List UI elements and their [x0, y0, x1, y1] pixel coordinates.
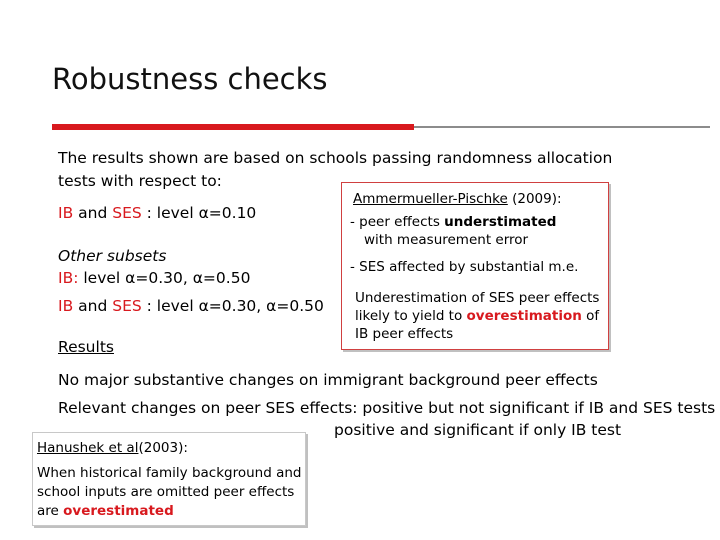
ib-label: IB: [58, 269, 79, 287]
and-text: and [73, 204, 113, 222]
box-line-4: Underestimation of SES peer effects [355, 290, 600, 306]
citation-year: (2009): [507, 191, 562, 207]
other-subsets-heading: Other subsets [58, 247, 167, 265]
box-line-2: with measurement error [364, 232, 529, 248]
intro-line-1: The results shown are based on schools passing randomness allocation [58, 149, 613, 167]
citation-heading [37, 439, 188, 458]
level-text: : level α=0.30, α=0.50 [141, 297, 324, 315]
box-line-2: school inputs are omitted peer effects [37, 484, 295, 500]
subset-row-3 [58, 297, 324, 315]
box-line-1: When historical family background and [37, 465, 302, 481]
overestimation-emphasis: overestimation [466, 308, 582, 324]
page-title: Robustness checks [52, 62, 328, 96]
citation-author: Hanushek et al [37, 440, 139, 456]
citation-author: Ammermueller-Pischke [353, 191, 508, 207]
level-text: level α=0.30, α=0.50 [78, 269, 251, 287]
citation-box-ammermueller [341, 182, 609, 350]
subset-row-1 [58, 204, 256, 222]
citation-heading [353, 190, 562, 209]
finding-line-2: Relevant changes on peer SES effects: positive but not significant if IB and SES tests [58, 399, 716, 417]
box-line-3: - SES affected by substantial m.e. [350, 259, 579, 275]
title-underline-gray [414, 126, 710, 128]
box-line-5: likely to yield to overestimation of [355, 308, 600, 324]
citation-year: (2003): [138, 440, 188, 456]
understimated-emphasis: understimated [444, 214, 557, 230]
intro-line-2: tests with respect to: [58, 172, 222, 190]
ses-label: SES [112, 297, 142, 315]
box-line-1: - peer effects understimated [350, 214, 557, 230]
ib-label: IB [58, 204, 74, 222]
title-underline-red [52, 124, 414, 130]
ses-label: SES [112, 204, 142, 222]
level-text: : level α=0.10 [141, 204, 257, 222]
finding-line-3: positive and significant if only IB test [334, 421, 622, 439]
results-heading: Results [58, 338, 114, 356]
finding-line-1: No major substantive changes on immigrant background peer effects [58, 371, 598, 389]
overestimated-emphasis: overestimated [63, 503, 174, 519]
and-text: and [73, 297, 113, 315]
ib-label: IB [58, 297, 74, 315]
citation-box-hanushek [32, 432, 306, 526]
box-line-6: IB peer effects [355, 326, 454, 342]
box-line-3: are overestimated [37, 503, 174, 519]
subset-row-2 [58, 269, 250, 287]
